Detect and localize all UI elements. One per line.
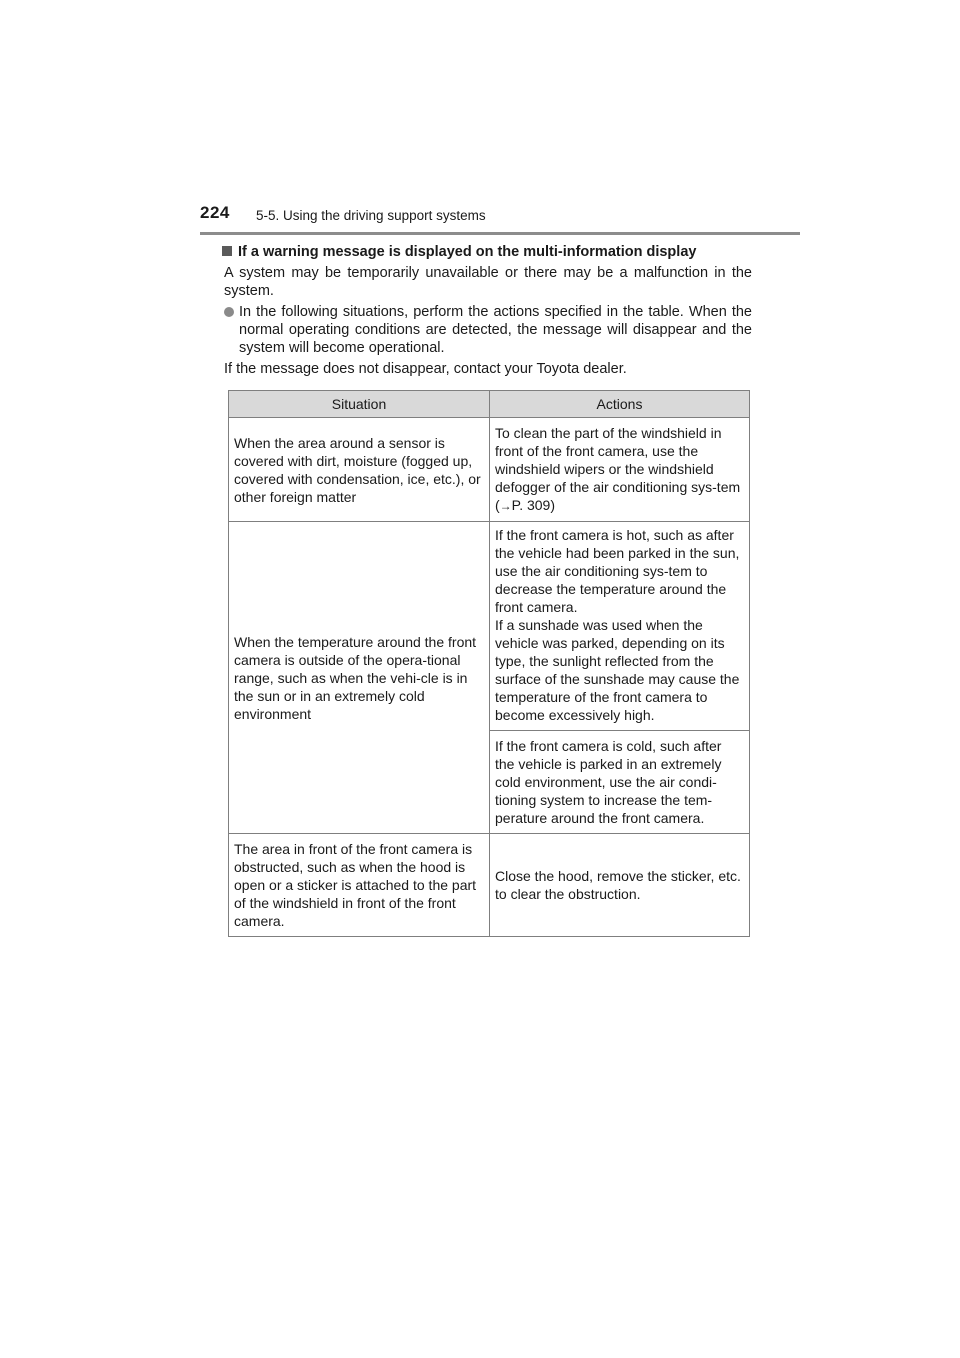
situation-cell: When the area around a sensor is covered with dirt, moisture (fogged up, covered with condensation, ice, etc.), or other foreign matter	[229, 418, 490, 522]
right-arrow-icon: →	[499, 499, 512, 513]
table-row	[229, 834, 750, 937]
action-cell	[490, 522, 750, 731]
bullet-text: In the following situations, perform the actions specified in the table. When the normal operating conditions are detected, the message will disappear and the system will become operational.	[239, 304, 752, 356]
action-text: To clean the part of the windshield in front of the front camera, use the windshield wipers or the windshield defogger of the air conditioning sys-tem (	[495, 425, 741, 513]
action-text: If the front camera is hot, such as after the vehicle had been parked in the sun, use the air conditioning sys-tem to decrease the temperature around the front camera.	[495, 527, 740, 615]
column-header-situation: Situation	[229, 391, 490, 418]
dealer-note: If the message does not disappear, contact your Toyota dealer.	[224, 361, 627, 377]
situation-actions-table	[228, 390, 750, 937]
situation-cell: When the temperature around the front camera is outside of the opera-tional range, such as when the vehi-cle is in the sun or in an extremely cold environment	[229, 522, 490, 834]
page-number: 224	[200, 203, 230, 222]
circle-bullet-icon	[224, 307, 234, 317]
situation-cell: The area in front of the front camera is obstructed, such as when the hood is open or a sticker is attached to the part of the windshield in front of the front camera.	[229, 834, 490, 937]
column-header-actions: Actions	[490, 391, 750, 418]
heading-text: If a warning message is displayed on the multi-information display	[238, 244, 697, 260]
square-bullet-icon	[222, 246, 232, 256]
table-row	[229, 418, 750, 522]
warning-heading	[222, 243, 752, 261]
section-title: 5-5. Using the driving support systems	[256, 208, 486, 223]
action-cell	[490, 418, 750, 522]
page-reference: P. 309)	[511, 497, 556, 513]
intro-paragraph: A system may be temporarily unavailable or there may be a malfunction in the system.	[224, 265, 752, 299]
table-row	[229, 522, 750, 731]
action-cell: Close the hood, remove the sticker, etc. to clear the obstruction.	[490, 834, 750, 937]
action-cell: If the front camera is cold, such after the vehicle is parked in an extremely cold environment, use the air condi-tioning system to increase the tem-perature around the front camera.	[490, 731, 750, 834]
action-text: If a sunshade was used when the vehicle was parked, depending on its type, the sunlight reflected from the surface of the sunshade may cause the temperature of the front camera to become excessively high.	[495, 617, 740, 723]
content-block	[222, 243, 752, 378]
bullet-item	[222, 303, 752, 357]
header-divider	[200, 232, 800, 235]
table-header-row	[229, 391, 750, 418]
